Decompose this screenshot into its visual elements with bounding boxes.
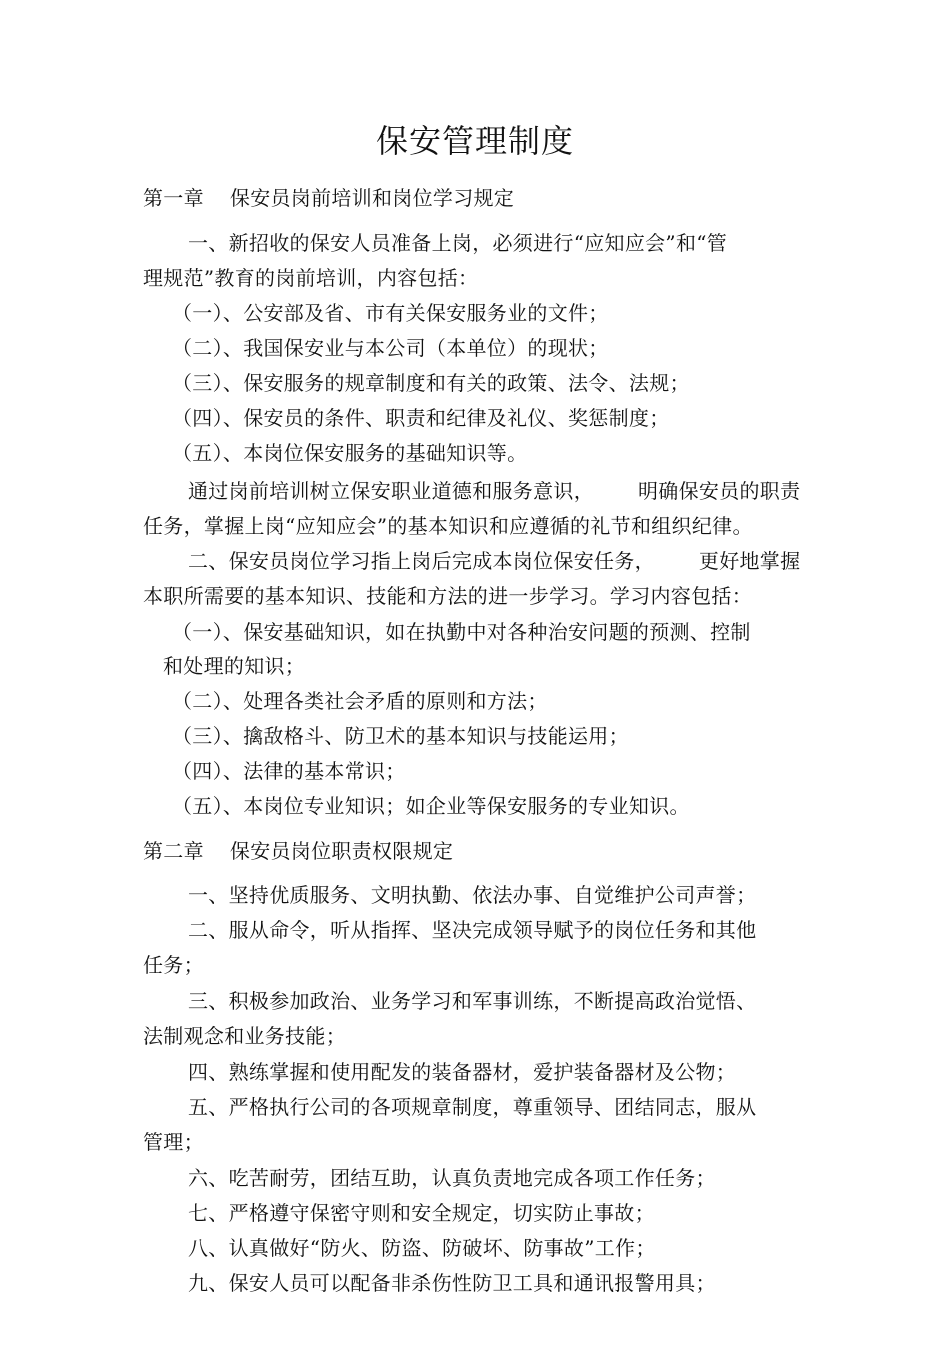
list-item: （一）、保安基础知识，如在执勤中对各种治安问题的预测、控制	[172, 620, 751, 644]
paragraph-line: 四、熟练掌握和使用配发的装备器材，爱护装备器材及公物；	[188, 1060, 737, 1084]
list-item: （四）、保安员的条件、职责和纪律及礼仪、奖惩制度；	[172, 406, 670, 430]
list-item: （五）、本岗位保安服务的基础知识等。	[172, 441, 528, 465]
paragraph-line: 九、保安人员可以配备非杀伤性防卫工具和通讯报警用具；	[188, 1271, 716, 1295]
document-title: 保安管理制度	[375, 122, 574, 160]
list-item: （三）、保安服务的规章制度和有关的政策、法令、法规；	[172, 371, 690, 395]
list-item: （五）、本岗位专业知识；如企业等保安服务的专业知识。	[172, 794, 690, 818]
paragraph-line: 一、坚持优质服务、文明执勤、依法办事、自觉维护公司声誉；	[188, 883, 757, 907]
paragraph-line: 任务；	[143, 953, 204, 977]
paragraph-line: 本职所需要的基本知识、技能和方法的进一步学习。学习内容包括：	[143, 584, 752, 608]
paragraph-segment: 二、保安员岗位学习指上岗后完成本岗位保安任务，	[188, 549, 655, 573]
paragraph-line: 三、积极参加政治、业务学习和军事训练，不断提高政治觉悟、	[188, 989, 757, 1013]
chapter-1-label: 第一章	[143, 186, 204, 210]
list-item: 和处理的知识；	[163, 654, 306, 678]
paragraph-line: 二、服从命令，听从指挥、坚决完成领导赋予的岗位任务和其他	[188, 918, 757, 942]
chapter-1-title: 保安员岗前培训和岗位学习规定	[229, 186, 515, 210]
paragraph-line: 五、严格执行公司的各项规章制度，尊重领导、团结同志，服从	[188, 1095, 757, 1119]
list-item: （二）、处理各类社会矛盾的原则和方法；	[172, 689, 548, 713]
paragraph-line: 七、严格遵守保密守则和安全规定，切实防止事故；	[188, 1201, 655, 1225]
list-item: （三）、擒敌格斗、防卫术的基本知识与技能运用；	[172, 724, 629, 748]
paragraph-line	[188, 546, 800, 576]
list-item: （一）、公安部及省、市有关保安服务业的文件；	[172, 301, 609, 325]
paragraph-line: 一、新招收的保安人员准备上岗，必须进行“应知应会”和“管	[188, 231, 728, 255]
paragraph-line: 法制观念和业务技能；	[143, 1024, 346, 1048]
paragraph-line: 管理；	[143, 1130, 204, 1154]
paragraph-segment: 明确保安员的职责	[638, 479, 801, 503]
chapter-2-label: 第二章	[143, 839, 204, 863]
paragraph-line: 理规范”教育的岗前培训，内容包括：	[143, 266, 479, 290]
paragraph-line	[188, 476, 800, 506]
list-item: （二）、我国保安业与本公司（本单位）的现状；	[172, 336, 609, 360]
chapter-2-title: 保安员岗位职责权限规定	[229, 839, 454, 863]
paragraph-line: 八、认真做好“防火、防盗、防破坏、防事故”工作；	[188, 1236, 656, 1260]
chapter-1-heading	[143, 183, 514, 213]
paragraph-line: 六、吃苦耐劳，团结互助，认真负责地完成各项工作任务；	[188, 1166, 716, 1190]
paragraph-line: 任务，掌握上岗“应知应会”的基本知识和应遵循的礼节和组织纪律。	[143, 514, 753, 538]
list-item: （四）、法律的基本常识；	[172, 759, 406, 783]
paragraph-segment: 更好地掌握	[698, 549, 801, 573]
paragraph-segment: 通过岗前培训树立保安职业道德和服务意识，	[188, 479, 594, 503]
chapter-2-heading	[143, 836, 453, 866]
